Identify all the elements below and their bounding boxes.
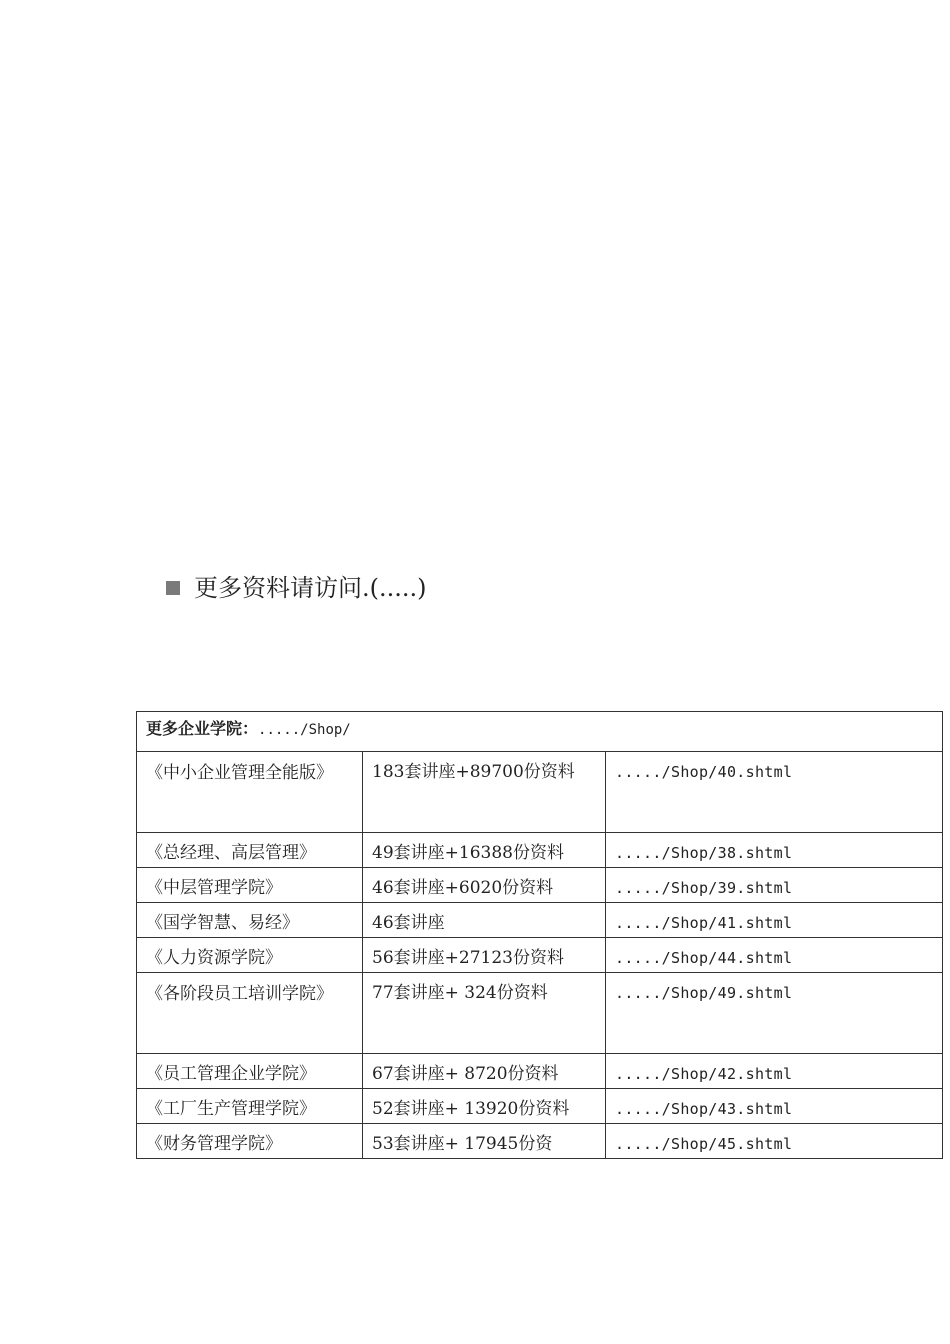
table-row [137,903,943,938]
academy-link[interactable]: ...../Shop/43.shtml [606,1089,943,1124]
academy-name: 《国学智慧、易经》 [137,903,363,938]
table-row [137,1054,943,1089]
academy-name: 《总经理、高层管理》 [137,833,363,868]
academy-desc: 46套讲座 [363,903,606,938]
table-row [137,1089,943,1124]
academy-desc: 77套讲座+ 324份资料 [363,973,606,1054]
academy-desc: 56套讲座+27123份资料 [363,938,606,973]
academy-link[interactable]: ...../Shop/45.shtml [606,1124,943,1159]
square-bullet-icon [166,581,180,595]
table-row [137,1124,943,1159]
academy-desc: 52套讲座+ 13920份资料 [363,1089,606,1124]
table-row [137,868,943,903]
visit-notice [166,568,427,608]
academy-link[interactable]: ...../Shop/39.shtml [606,868,943,903]
academy-link[interactable]: ...../Shop/41.shtml [606,903,943,938]
academy-name: 《中层管理学院》 [137,868,363,903]
academy-name: 《各阶段员工培训学院》 [137,973,363,1054]
table-header-row [137,712,943,752]
table-row [137,752,943,833]
academy-desc: 46套讲座+6020份资料 [363,868,606,903]
table-header-label: 更多企业学院： [146,719,259,738]
table-row [137,833,943,868]
academy-name: 《工厂生产管理学院》 [137,1089,363,1124]
academy-link[interactable]: ...../Shop/44.shtml [606,938,943,973]
academy-link[interactable]: ...../Shop/40.shtml [606,752,943,833]
academy-name: 《员工管理企业学院》 [137,1054,363,1089]
academy-link[interactable]: ...../Shop/42.shtml [606,1054,943,1089]
academy-link[interactable]: ...../Shop/49.shtml [606,973,943,1054]
academy-name: 《中小企业管理全能版》 [137,752,363,833]
table-row [137,973,943,1054]
academy-desc: 53套讲座+ 17945份资 [363,1124,606,1159]
table-header-link[interactable]: ...../Shop/ [258,722,351,738]
visit-notice-text: 更多资料请访问.(.....) [194,574,427,602]
academy-desc: 183套讲座+89700份资料 [363,752,606,833]
academy-desc: 67套讲座+ 8720份资料 [363,1054,606,1089]
table-row [137,938,943,973]
academy-name: 《人力资源学院》 [137,938,363,973]
academy-name: 《财务管理学院》 [137,1124,363,1159]
academy-links-table [136,711,943,1159]
table-header-cell [137,712,943,752]
academy-desc: 49套讲座+16388份资料 [363,833,606,868]
academy-link[interactable]: ...../Shop/38.shtml [606,833,943,868]
